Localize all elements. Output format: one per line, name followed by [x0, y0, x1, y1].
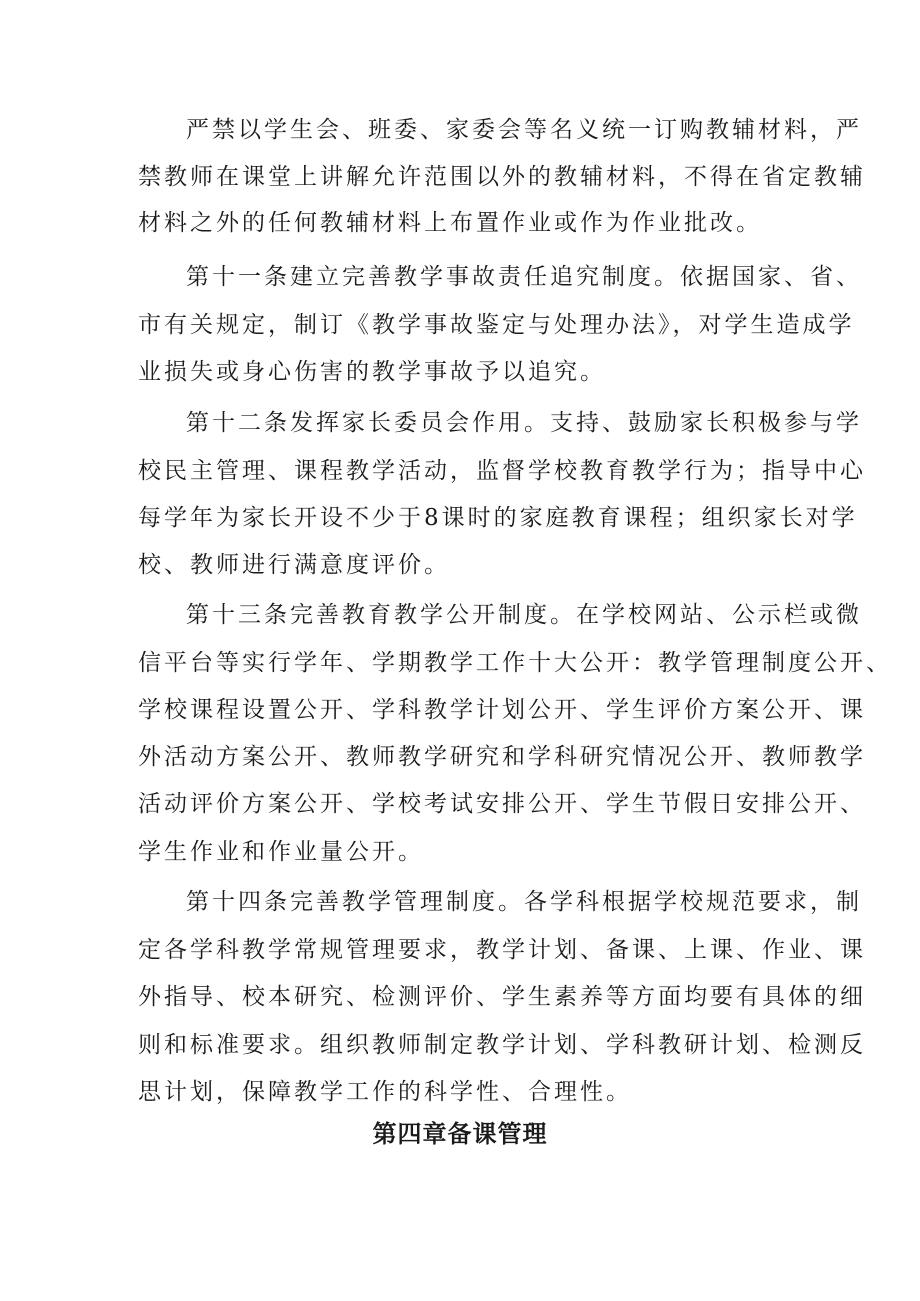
text-line: 每学年为家长开设不少于8课时的家庭教育课程；组织家长对学	[138, 505, 858, 531]
text-line: 第十二条发挥家长委员会作用。支持、鼓励家长积极参与学	[186, 410, 862, 436]
text-line: 则和标准要求。组织教师制定教学计划、学科教研计划、检测反	[138, 1032, 866, 1058]
text-line: 思计划，保障教学工作的科学性、合理性。	[138, 1079, 632, 1105]
text-line: 业损失或身心伤害的教学事故予以追究。	[138, 359, 606, 385]
text-line: 学生作业和作业量公开。	[138, 839, 424, 865]
text-line: 学校课程设置公开、学科教学计划公开、学生评价方案公开、课	[138, 697, 866, 723]
text-line: 禁教师在课堂上讲解允许范围以外的教辅材料，不得在省定教辅	[138, 164, 866, 190]
text-line: 外活动方案公开、教师教学研究和学科研究情况公开、教师教学	[138, 744, 866, 770]
text-line: 校、教师进行满意度评价。	[138, 552, 450, 578]
text-line: 信平台等实行学年、学期教学工作十大公开：教学管理制度公开、	[138, 650, 892, 676]
chapter-heading: 第四章备课管理	[372, 1120, 548, 1148]
text-line: 市有关规定，制订《教学事故鉴定与处理办法》，对学生造成学	[138, 312, 855, 338]
text-line: 校民主管理、课程教学活动，监督学校教育教学行为；指导中心	[138, 458, 866, 484]
text-line: 严禁以学生会、班委、家委会等名义统一订购教辅材料，严	[186, 117, 862, 143]
text-line: 第十一条建立完善教学事故责任追究制度。依据国家、省、	[186, 264, 862, 290]
text-line: 材料之外的任何教辅材料上布置作业或作为作业批改。	[138, 210, 762, 236]
text-line: 活动评价方案公开、学校考试安排公开、学生节假日安排公开、	[138, 791, 866, 817]
text-line: 外指导、校本研究、检测评价、学生素养等方面均要有具体的细	[138, 984, 866, 1010]
text-line: 第十三条完善教育教学公开制度。在学校网站、公示栏或微	[186, 602, 862, 628]
text-line: 第十四条完善教学管理制度。各学科根据学校规范要求，制	[186, 889, 862, 915]
text-line: 定各学科教学常规管理要求，教学计划、备课、上课、作业、课	[138, 937, 866, 963]
